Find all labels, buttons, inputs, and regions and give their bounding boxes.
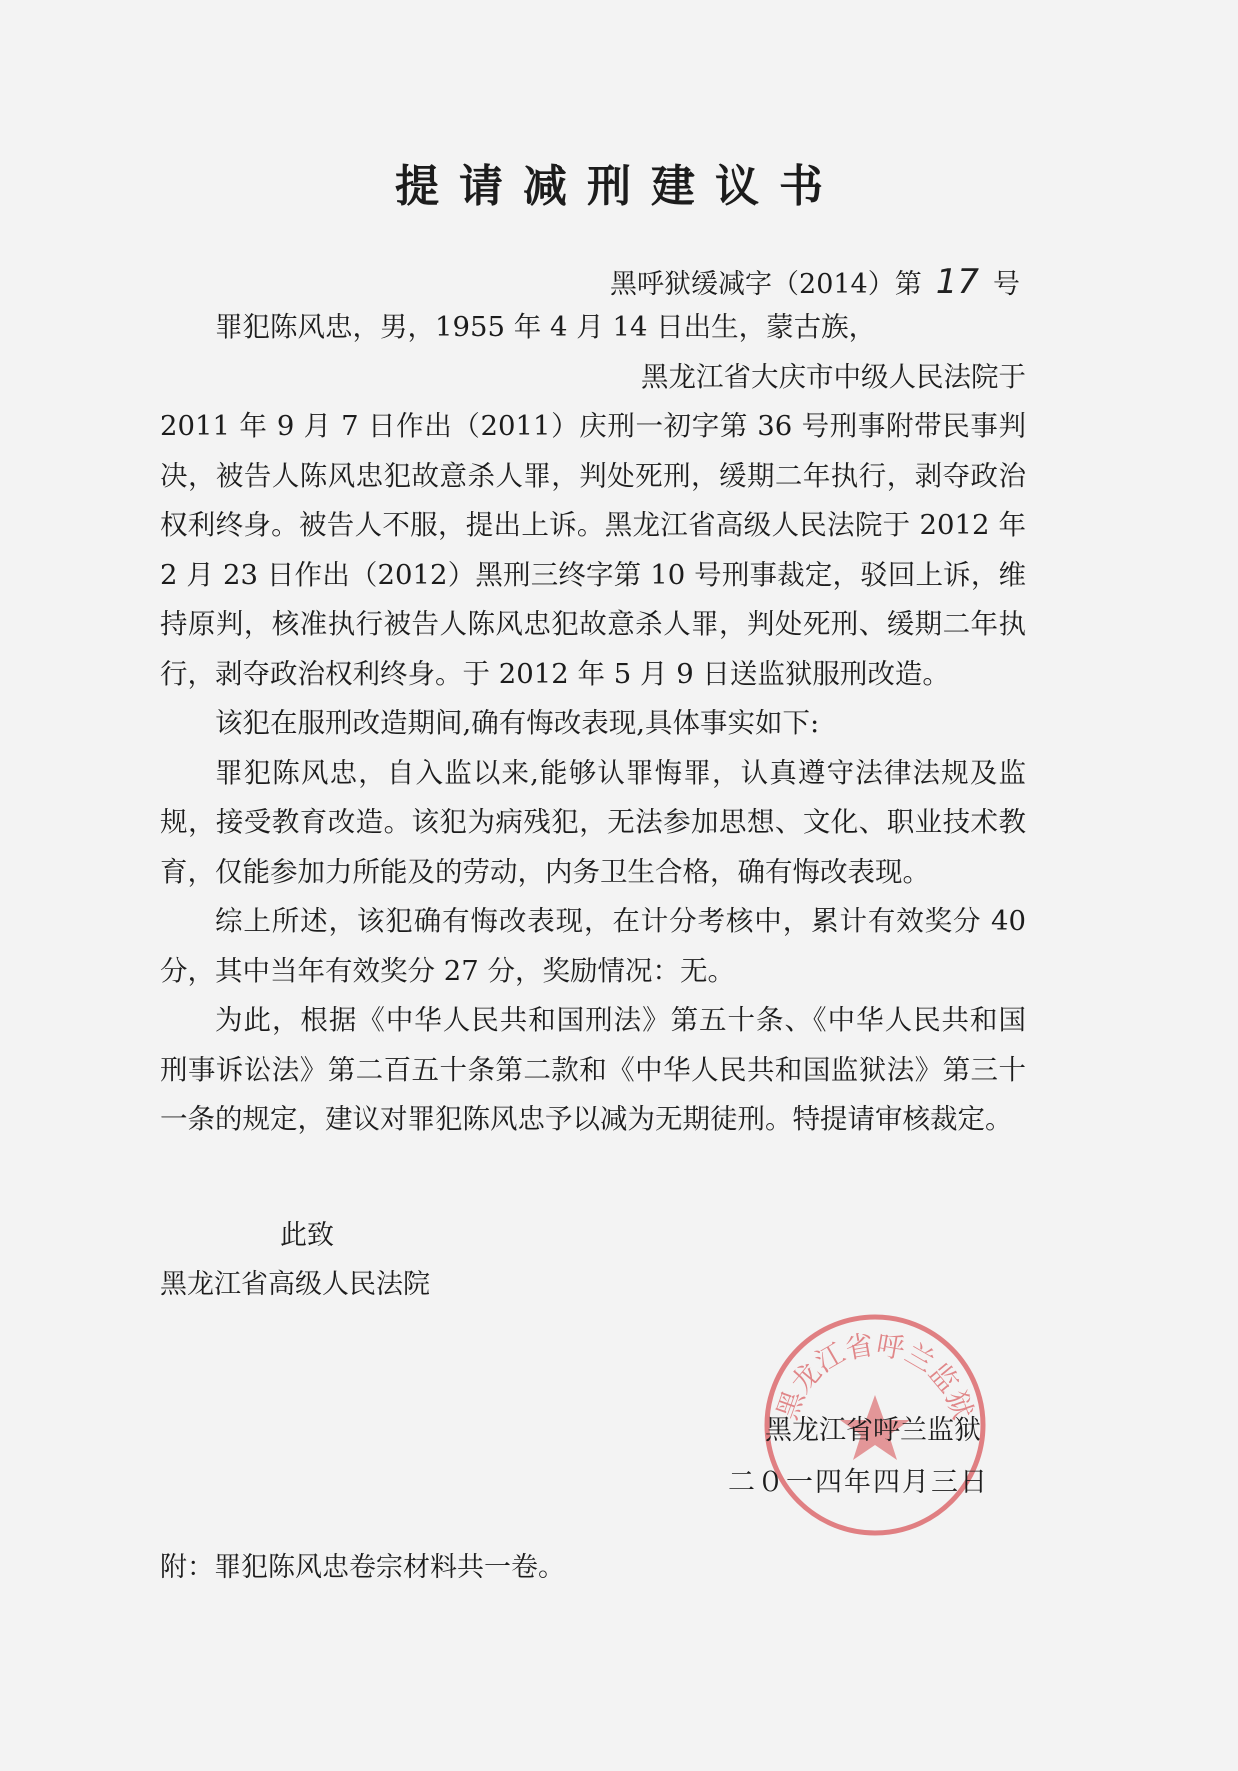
paragraph-summary: 综上所述，该犯确有悔改表现，在计分考核中，累计有效奖分 40 分，其中当年有效奖分 27 分，奖励情况：无。 [160,905,1026,987]
paragraph-case: 2011 年 9 月 7 日作出（2011）庆刑一初字第 36 号刑事附带民事判决，被告人陈风忠犯故意杀人罪，判处死刑，缓期二年执行，剥夺政治权利终身。被告人不服，提出上诉。黑龙江省高级人民法院于 2012 年 2 月 23 日作出（2012）黑刑三终字第 10 号刑事裁定，驳回上诉，维持原判，核准执行被告人陈风忠犯故意杀人罪，判处死刑、缓期二年执行，剥夺政治权利终身。于 2012 年 5 月 9 日送监狱服刑改造。 [160,410,1026,690]
doc-number-handwritten: 17 [935,262,979,302]
paragraph-facts: 罪犯陈风忠，自入监以来,能够认罪悔罪，认真遵守法律法规及监规，接受教育改造。该犯为病残犯，无法参加思想、文化、职业技术教育，仅能参加力所能及的劳动，内务卫生合格，确有悔改表现。 [160,756,1026,888]
paragraph-facts-intro: 该犯在服刑改造期间,确有悔改表现,具体事实如下: [215,707,820,739]
paragraph-legal-basis: 为此，根据《中华人民共和国刑法》第五十条、《中华人民共和国刑事诉讼法》第二百五十条第二款和《中华人民共和国监狱法》第三十一条的规定，建议对罪犯陈风忠予以减为无期徒刑。特提请审核裁定。 [160,1004,1026,1135]
seal-text: 黑龙江省呼兰监狱 [770,1328,980,1424]
addressee: 黑龙江省高级人民法院 [160,1269,430,1300]
attachment-note: 附：罪犯陈风忠卷宗材料共一卷。 [160,1552,565,1583]
paragraph-intro: 罪犯陈风忠，男，1955 年 4 月 14 日出生，蒙古族， [215,311,877,343]
doc-number-prefix: 黑呼狱缓减字（2014）第 [610,269,922,300]
closing-salutation: 此致 [280,1220,334,1251]
signing-organization: 黑龙江省呼兰监狱 [765,1415,981,1446]
document-number [610,262,1020,302]
paragraph-court-line: 黑龙江省大庆市中级人民法院于 [641,360,1026,393]
document-body [160,303,1026,1145]
document-title: 提请减刑建议书 [395,161,843,212]
signing-date: 二０一四年四月三日 [728,1467,989,1498]
doc-number-suffix: 号 [993,269,1020,300]
